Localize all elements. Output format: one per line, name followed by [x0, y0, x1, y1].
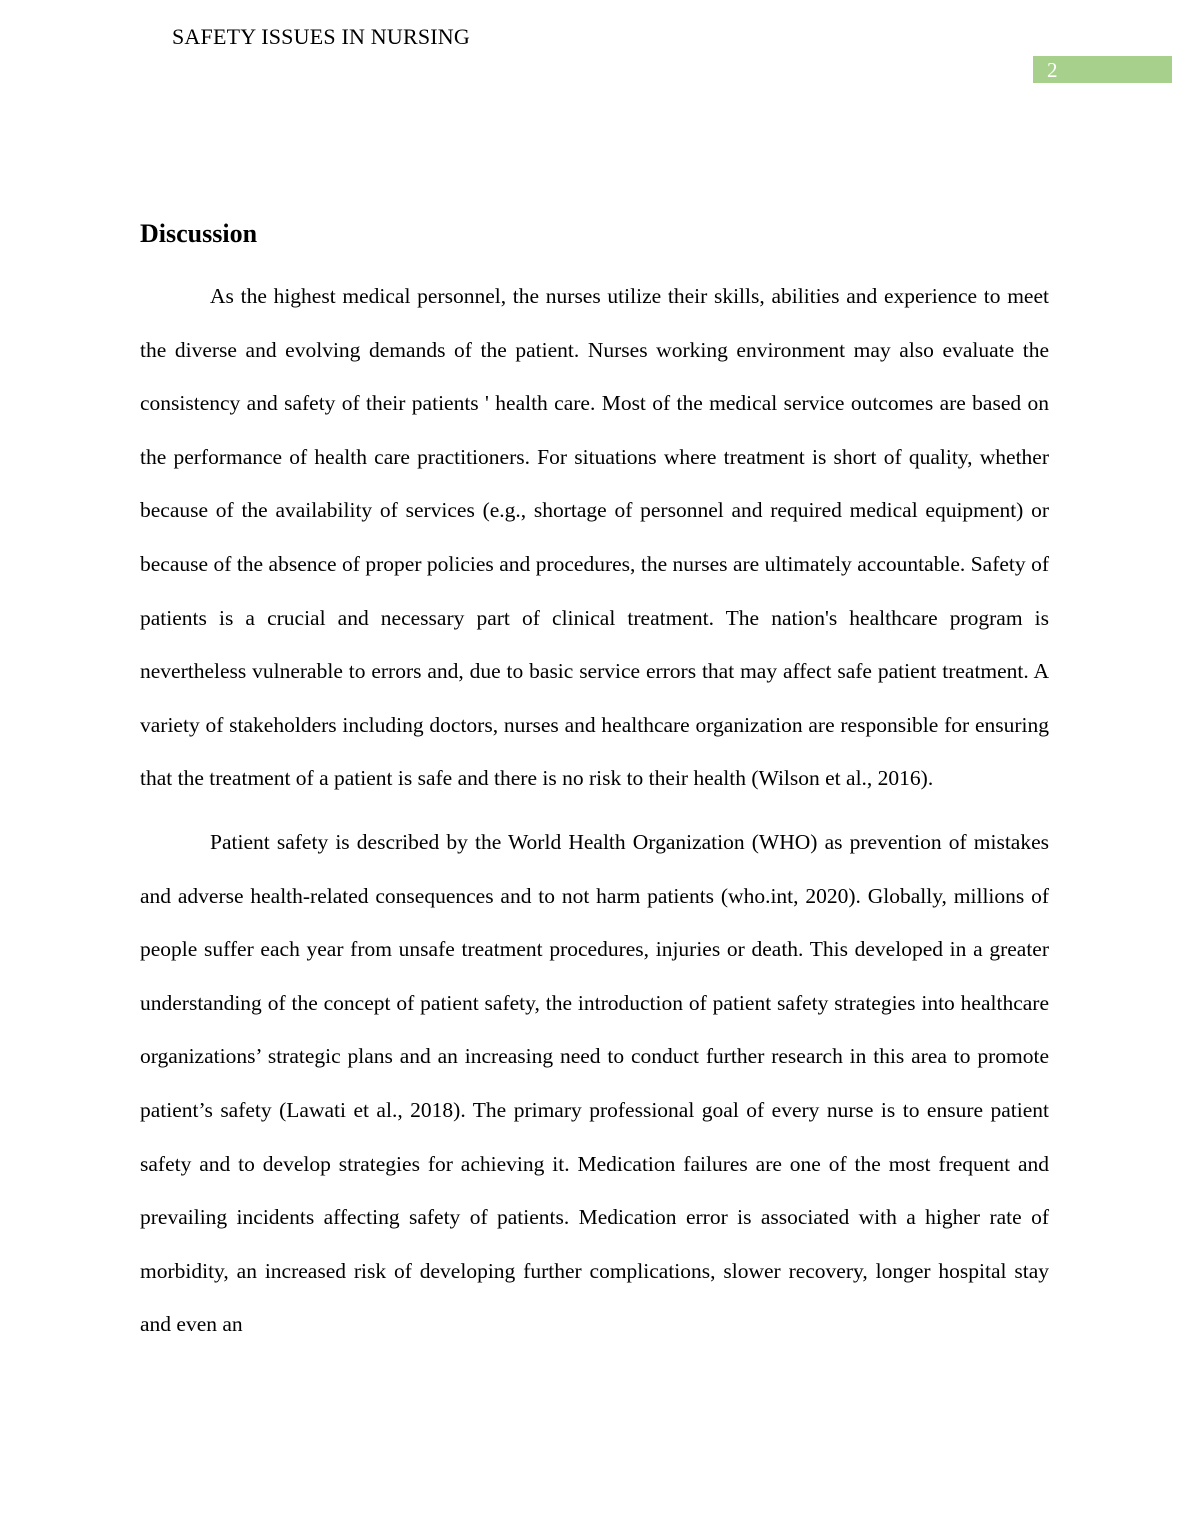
body-paragraph: Patient safety is described by the World Health Organization (WHO) as prevention of mistakes and adverse health-related consequences and to not harm patients (who.int, 2020). Globally, millions of people suffer each year from unsafe treatment procedures, injuries or death. This developed in a greater understanding of the concept of patient safety, the introduction of patient safety strategies into healthcare organizations’ strategic plans and an increasing need to conduct further research in this area to promote patient’s safety (Lawati et al., 2018). The primary professional goal of every nurse is to ensure patient safety and to develop strategies for achieving it. Medication failures are one of the most frequent and prevailing incidents affecting safety of patients. Medication error is associated with a higher rate of morbidity, an increased risk of developing further complications, slower recovery, longer hospital stay and even an: [140, 829, 1049, 1337]
page-number-badge: [1033, 56, 1172, 83]
section-heading: Discussion: [140, 219, 258, 248]
page-number: 2: [1047, 58, 1058, 82]
document-body: [140, 212, 1049, 1352]
running-head: SAFETY ISSUES IN NURSING: [172, 24, 470, 49]
body-paragraph: As the highest medical personnel, the nurses utilize their skills, abilities and experience to meet the diverse and evolving demands of the patient. Nurses working environment may also evaluate the consistency and safety of their patients ' health care. Most of the medical service outcomes are based on the performance of health care practitioners. For situations where treatment is short of quality, whether because of the availability of services (e.g., shortage of personnel and required medical equipment) or because of the absence of proper policies and procedures, the nurses are ultimately accountable. Safety of patients is a crucial and necessary part of clinical treatment. The nation's healthcare program is nevertheless vulnerable to errors and, due to basic service errors that may affect safe patient treatment. A variety of stakeholders including doctors, nurses and healthcare organization are responsible for ensuring that the treatment of a patient is safe and there is no risk to their health (Wilson et al., 2016).: [140, 284, 1049, 791]
